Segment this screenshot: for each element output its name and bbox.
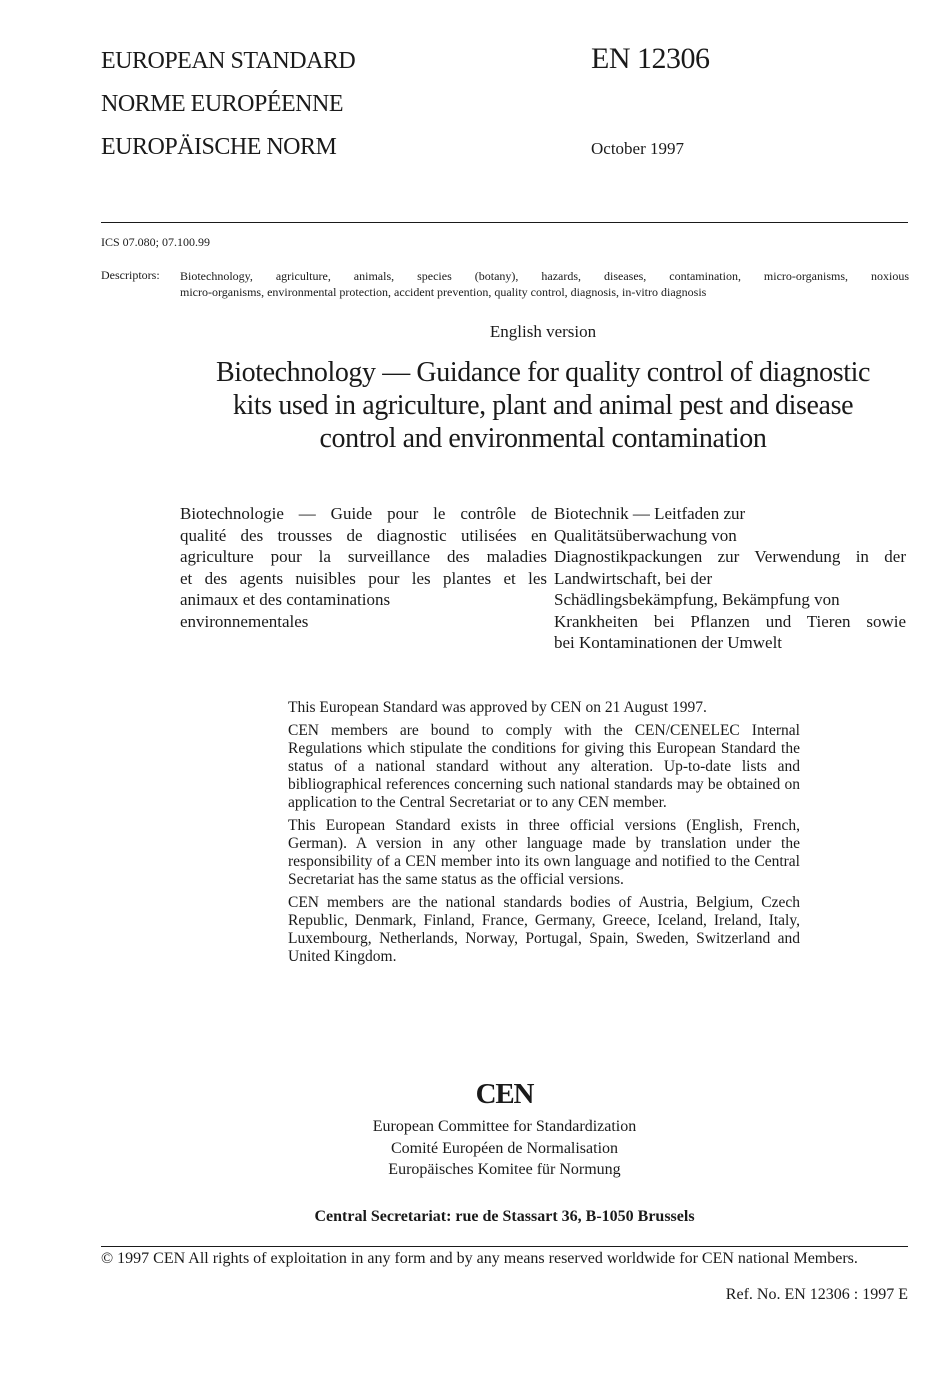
standard-title-fr: NORME EUROPÉENNE (101, 91, 343, 117)
standard-title-de: EUROPÄISCHE NORM (101, 134, 337, 160)
french-title-line: agriculture pour la surveillance des maladies (180, 547, 547, 566)
organization-name: European Committee for Standardization (372, 1118, 637, 1135)
copyright-notice: © 1997 CEN All rights of exploitation in any form and by any means reserved worldwide for CEN national Members. (101, 1250, 858, 1267)
footer-divider (101, 1246, 908, 1247)
german-title (554, 503, 906, 654)
document-title (101, 356, 950, 455)
german-title-line: Landwirtschaft, bei der (554, 568, 713, 588)
french-title (180, 503, 547, 632)
german-title-line: Schädlingsbekämpfung, Bekämpfung von (554, 590, 840, 609)
language-version: English version (489, 322, 597, 341)
secretariat-address: Central Secretariat: rue de Stassart 36, B-1050 Brussels (314, 1208, 695, 1225)
title-line: Biotechnology — Guidance for quality control of diagnostic (215, 357, 871, 388)
approval-notice (288, 699, 800, 971)
approval-paragraph: CEN members are the national standards bodies of Austria, Belgium, Czech Republic, Denmark, Finland, France, Germany, Greece, Iceland, Ireland, Italy, Luxembourg, Netherlands, Norway, Portugal, Spain, Sweden, Switzerland and United Kingdom. (288, 894, 800, 965)
german-title-line: Biotechnik — Leitfaden zur (554, 504, 746, 523)
approval-paragraph: This European Standard exists in three official versions (English, French, German). A version in any other language made by translation under the responsibility of a CEN member into its own language and notified to the Central Secretariat has the same status as the official versions. (288, 817, 800, 888)
french-title-line: qualité des trousses de diagnostic utilisées en (180, 525, 547, 545)
title-line: control and environmental contamination (319, 423, 767, 454)
descriptors-line: Biotechnology, agriculture, animals, species (botany), hazards, diseases, contamination, micro-organisms, noxious (180, 269, 909, 283)
german-title-line: Diagnostikpackungen zur Verwendung in der (554, 547, 906, 566)
organization-name: Europäisches Komitee für Normung (388, 1161, 621, 1178)
standard-number: EN 12306 (591, 42, 710, 75)
descriptors-text (180, 268, 909, 300)
approval-paragraph: CEN members are bound to comply with the CEN/CENELEC Internal Regulations which stipulate the conditions for giving this European Standard the status of a national standard without any alteration. Up-to-date lists and bibliographical references concerning such national standards may be obtained on application to the Central Secretariat or to any CEN member. (288, 722, 800, 811)
french-title-line: environnementales (180, 611, 309, 631)
german-title-line: bei Kontaminationen der Umwelt (554, 633, 783, 652)
french-title-line: et des agents nuisibles pour les plantes et les (180, 568, 547, 588)
descriptors-line: micro-organisms, environmental protection, accident prevention, quality control, diagnosis, in-vitro diagnosis (180, 285, 707, 299)
french-title-line: Biotechnologie — Guide pour le contrôle de (180, 504, 547, 523)
standard-title-en: EUROPEAN STANDARD (101, 48, 356, 74)
ics-code: ICS 07.080; 07.100.99 (101, 235, 211, 249)
cen-logo: CEN (475, 1078, 534, 1110)
title-line: kits used in agriculture, plant and animal pest and disease (232, 390, 854, 421)
german-title-line: Qualitätsüberwachung von (554, 525, 737, 545)
organization-name: Comité Européen de Normalisation (390, 1139, 619, 1157)
header-divider (101, 222, 908, 223)
reference-number: Ref. No. EN 12306 : 1997 E (725, 1286, 908, 1303)
publication-date: October 1997 (591, 139, 685, 158)
approval-paragraph: This European Standard was approved by CEN on 21 August 1997. (288, 699, 707, 716)
german-title-line: Krankheiten bei Pflanzen und Tieren sowie (554, 611, 906, 631)
french-title-line: animaux et des contaminations (180, 590, 391, 609)
descriptors-label: Descriptors: (101, 268, 160, 282)
organization-names (101, 1116, 908, 1181)
